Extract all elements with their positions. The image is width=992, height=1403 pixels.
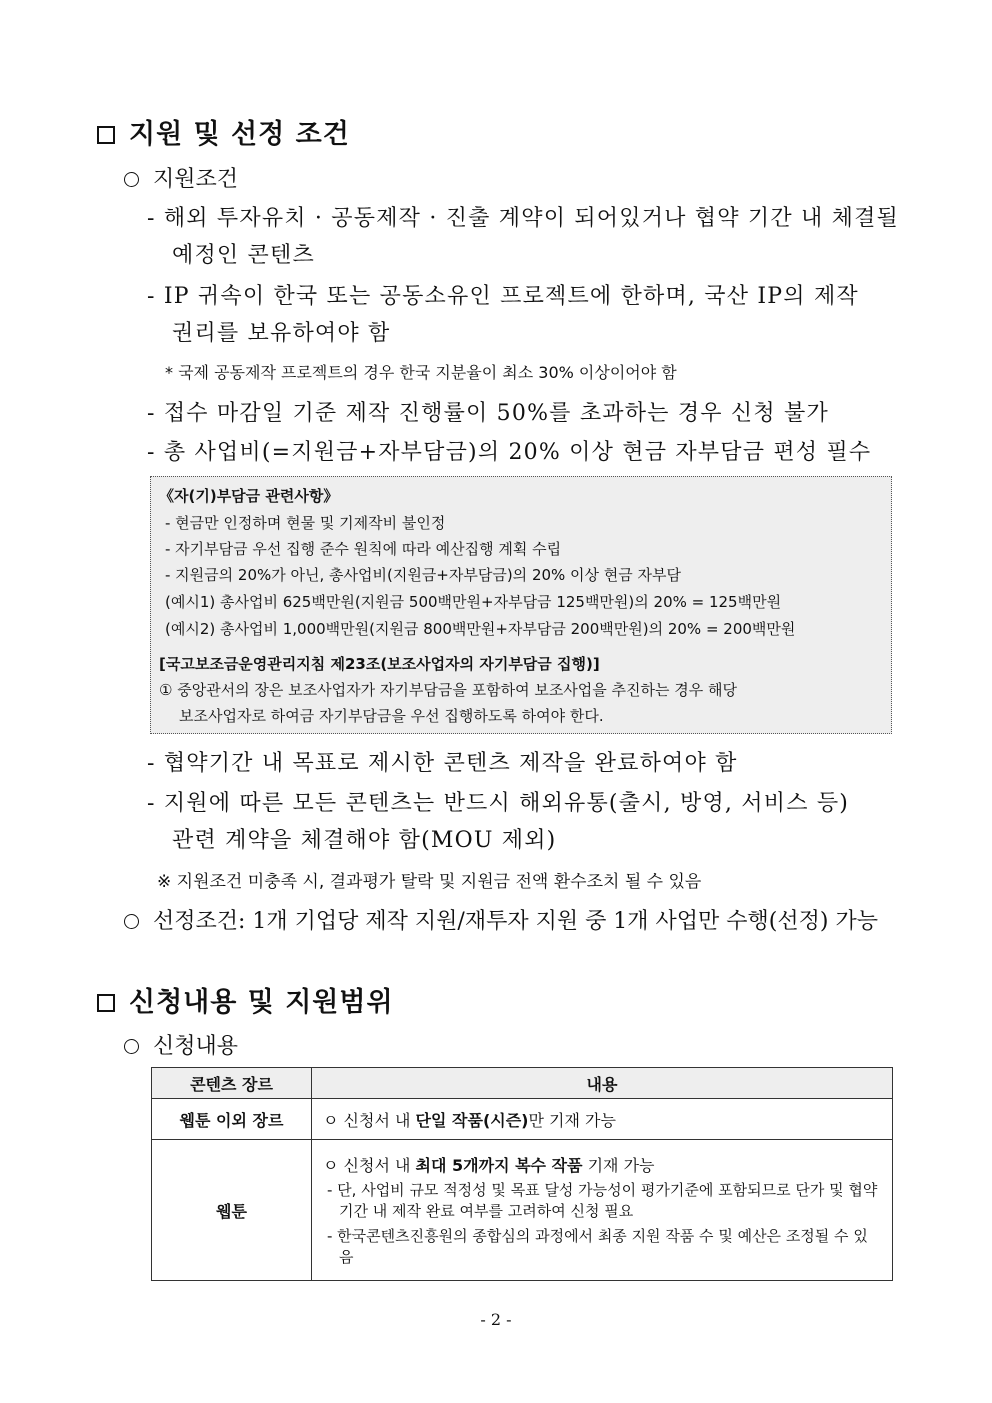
circle-bullet-icon [124, 914, 139, 929]
table-row [152, 1099, 893, 1140]
table-header-genre: 콘텐츠 장르 [152, 1068, 312, 1099]
warning-note: ※ 지원조건 미충족 시, 결과평가 탈락 및 지원금 전액 환수조치 될 수 있음 [157, 872, 702, 892]
condition-item-2-line2: 권리를 보유하여야 함 [172, 321, 391, 346]
circle-bullet-icon [124, 1039, 139, 1054]
page-number: - 2 - [480, 1310, 512, 1329]
square-bullet-icon [97, 126, 115, 144]
table-header-row [152, 1068, 893, 1099]
note-line: - 현금만 인정하며 현물 및 기제작비 불인정 [165, 514, 446, 532]
circle-bullet-icon [124, 172, 139, 187]
footnote-coproduction: * 국제 공동제작 프로젝트의 경우 한국 지분율이 최소 30% 이상이어야 함 [165, 363, 677, 382]
subheading-application-content: 신청내용 [124, 1029, 238, 1060]
condition-item-4: - 총 사업비(=지원금+자부담금)의 20% 이상 현금 자부담금 편성 필수 [147, 440, 872, 465]
condition-item-6-line2: 관련 계약을 체결해야 함(MOU 제외) [172, 828, 557, 853]
condition-item-1-line2: 예정인 콘텐츠 [172, 243, 315, 268]
condition-item-6-line1: - 지원에 따른 모든 콘텐츠는 반드시 해외유통(출시, 방영, 서비스 등) [147, 791, 850, 816]
condition-item-2-line1: - IP 귀속이 한국 또는 공동소유인 프로젝트에 한하며, 국산 IP의 제작 [147, 284, 859, 309]
subheading-support-conditions: 지원조건 [124, 162, 238, 193]
table-cell-genre: 웹툰 [152, 1140, 312, 1281]
square-bullet-icon [97, 994, 115, 1012]
note-example: (예시2) 총사업비 1,000백만원(지원금 800백만원+자부담금 200백만원)의 20% = 200백만원 [165, 620, 796, 638]
note-example: (예시1) 총사업비 625백만원(지원금 500백만원+자부담금 125백만원)의 20% = 125백만원 [165, 593, 782, 611]
note-line: - 자기부담금 우선 집행 준수 원칙에 따라 예산집행 계획 수립 [165, 540, 562, 558]
condition-item-3: - 접수 마감일 기준 제작 진행률이 50%를 초과하는 경우 신청 불가 [147, 401, 829, 426]
table-cell-content: ㅇ 신청서 내 최대 5개까지 복수 작품 기재 가능 - 단, 사업비 규모 적정성 및 목표 달성 가능성이 평가기준에 포함되므로 단가 및 협약기간 내 제작 완료 여부를 고려하여 신청 필요 - 한국콘텐츠진흥원의 종합심의 과정에서 최종 지원 작품 수 및 예산은 조정될 수 있음 [312, 1140, 893, 1281]
note-law-line1: ① 중앙관서의 장은 보조사업자가 자기부담금을 포함하여 보조사업을 추진하는 경우 해당 [159, 681, 738, 699]
condition-item-1-line1: - 해외 투자유치 · 공동제작 · 진출 계약이 되어있거나 협약 기간 내 체결될 [147, 206, 899, 231]
table-cell-content: ㅇ 신청서 내 단일 작품(시즌)만 기재 가능 [312, 1099, 893, 1140]
note-box-title: 《자(기)부담금 관련사항》 [159, 487, 339, 505]
section-title-application-scope: 신청내용 및 지원범위 [97, 980, 394, 1019]
note-law-title: [국고보조금운영관리지침 제23조(보조사업자의 자기부담금 집행)] [159, 655, 600, 673]
table-header-content: 내용 [312, 1068, 893, 1099]
table-cell-genre: 웹툰 이외 장르 [152, 1099, 312, 1140]
application-content-table [151, 1067, 893, 1281]
condition-item-5: - 협약기간 내 목표로 제시한 콘텐츠 제작을 완료하여야 함 [147, 751, 738, 776]
table-sub-item: - 한국콘텐츠진흥원의 종합심의 과정에서 최종 지원 작품 수 및 예산은 조정될 수 있음 [327, 1226, 868, 1266]
subheading-selection-conditions: 선정조건: 1개 기업당 제작 지원/재투자 지원 중 1개 사업만 수행(선정) 가능 [124, 904, 878, 935]
self-funding-note-box [150, 476, 892, 734]
note-law-line2: 보조사업자로 하여금 자기부담금을 우선 집행하도록 하여야 한다. [179, 707, 604, 725]
section-title-selection-conditions: 지원 및 선정 조건 [97, 112, 350, 151]
table-row [152, 1140, 893, 1281]
table-sub-item: - 단, 사업비 규모 적정성 및 목표 달성 가능성이 평가기준에 포함되므로 단가 및 협약기간 내 제작 완료 여부를 고려하여 신청 필요 [327, 1180, 878, 1220]
note-line: - 지원금의 20%가 아닌, 총사업비(지원금+자부담금)의 20% 이상 현금 자부담 [165, 566, 682, 584]
